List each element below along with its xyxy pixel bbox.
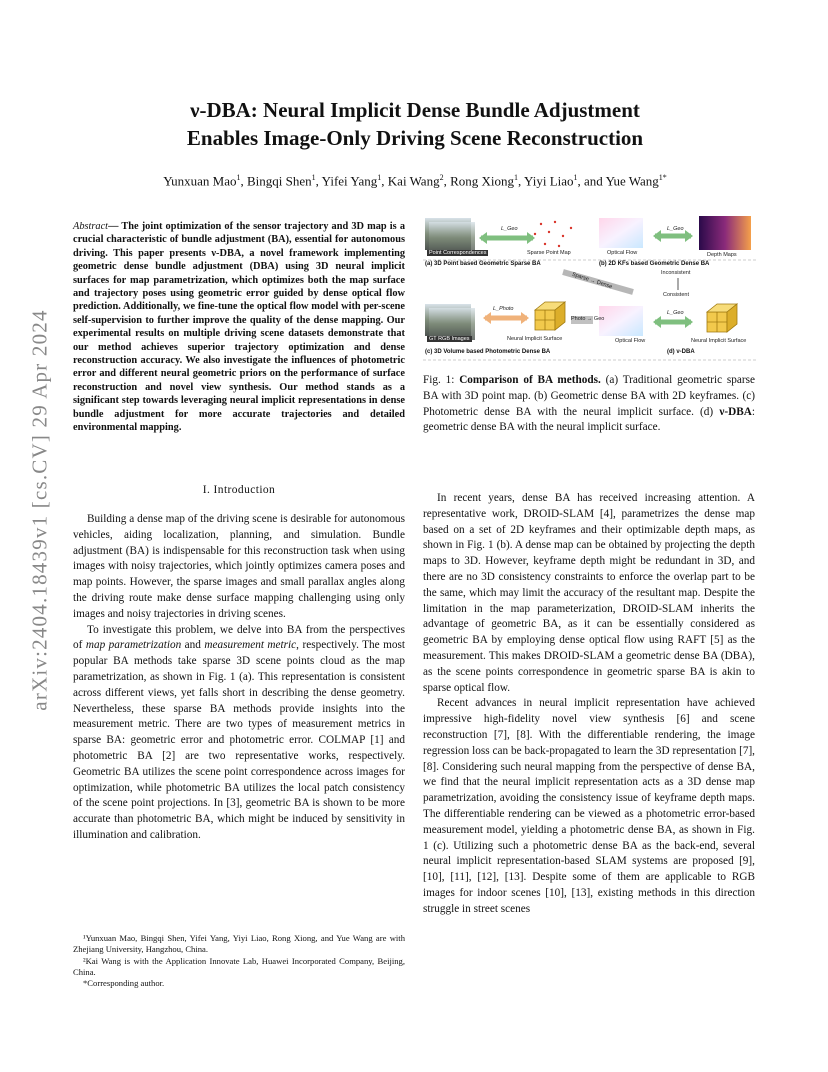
sparse-points: [534, 221, 572, 247]
figure-1: [423, 214, 757, 364]
footnotes: [73, 933, 405, 989]
label-sparse-map: Sparse Point Map: [527, 250, 571, 256]
label-photo-geo: Photo → Geo: [571, 316, 605, 322]
author: Kai Wang: [387, 173, 440, 189]
caption-title: Comparison of BA methods.: [459, 374, 601, 386]
right-column-text: [423, 491, 755, 918]
label-sparse-dense: Sparse → Dense: [571, 271, 613, 291]
arrow-head: [653, 316, 661, 328]
arrow-head: [479, 232, 487, 244]
abstract: [73, 220, 405, 435]
depth-map: [699, 216, 751, 250]
author: Yiyi Liao: [524, 173, 574, 189]
affiliation-mark: 1: [514, 173, 519, 182]
label-loss-photo: L_Photo: [493, 306, 514, 312]
subcaption-a: (a) 3D Point based Geometric Sparse BA: [425, 261, 541, 267]
paper-title: [100, 96, 730, 152]
arrow-head: [653, 230, 661, 242]
emphasis: map parametrization: [85, 639, 182, 652]
author: Bingqi Shen: [246, 173, 312, 189]
author: Yue Wang: [605, 173, 659, 189]
author: Yifei Yang: [321, 173, 378, 189]
section-heading: I. Introduction: [202, 484, 276, 496]
label-optical-flow: Optical Flow: [615, 338, 646, 344]
caption-method: ν-DBA: [719, 405, 752, 418]
author-list: Yunxuan Mao$^1$, Bingqi Shen$^1$, Yifei Yang$^1$, Kai Wang$^2$, Rong Xiong$^1$, Yiyi Liao$^1$, and Yue Wang$^{1*}$: [163, 173, 667, 189]
label-optical-flow: Optical Flow: [607, 250, 638, 256]
label-neural-surface: Neural Implicit Surface: [691, 338, 747, 344]
paragraph: To investigate this problem, we delve into BA from the perspectives of map parametrization and measurement metric, respectively. The most popular BA methods take sparse 3D scene points cloud as the map parametrization, as shown in Fig. 1 (a). This representation is consistent across different views, yet falls short in describing the dense geometry. Nevertheless, these sparse BA methods provide insights into the measurement metric. There are two types of measurement metrics in sparse BA: geometric error and photometric error. COLMAP [1] and photometric BA [2] are two representative works, respectively. Geometric BA utilizes the scene point correspondence across images for optimization, while photometric BA utilizes the local patch consistency of the scene point projections. In [3], geometric BA is shown to be more accurate than photometric BA, which might be induced by sensitivity in illumination and calibration.: [73, 623, 405, 841]
author: Yunxuan Mao: [163, 173, 237, 189]
subcaption-c: (c) 3D Volume based Photometric Dense BA: [425, 349, 551, 355]
arrow-head: [685, 230, 693, 242]
footnote: ²Kai Wang is with the Application Innovate Lab, Huawei Incorporated Company, Beijing, China.: [73, 955, 405, 977]
arxiv-id: arXiv:2404.18439v1 [cs.CV] 29 Apr 2024: [27, 309, 52, 711]
cube-volume: [707, 304, 737, 332]
figure-caption: Fig. 1: Comparison of BA methods. (a) Traditional geometric sparse BA with 3D point map. (b) Geometric dense BA with 2D keyframes. (c) Photometric dense BA with the neural implicit surface. (d) ν-DBA: geometric dense BA with the neural implicit surface.: [423, 374, 755, 434]
label-point-correspondences: Point Correspondences: [429, 250, 487, 256]
emphasis: measurement metric: [204, 639, 297, 652]
affiliation-mark: 1*: [658, 173, 667, 182]
cube-volume: [535, 302, 565, 330]
arrow-head: [521, 312, 529, 324]
title-line-2: Enables Image-Only Driving Scene Reconstruction: [186, 126, 644, 150]
affiliation-mark: 1: [311, 173, 316, 182]
arxiv-sidebar: [20, 270, 60, 750]
arrow-head: [527, 232, 535, 244]
label-loss-geo: L_Geo: [501, 226, 518, 232]
intro-left-column: [73, 512, 405, 844]
label-loss-geo: L_Geo: [667, 310, 684, 316]
label-loss-geo: L_Geo: [667, 226, 684, 232]
optical-flow-image: [599, 306, 643, 336]
optical-flow-image: [599, 218, 643, 248]
author: Rong Xiong: [450, 173, 515, 189]
label-inconsistent: Inconsistent: [661, 270, 691, 276]
label-neural-surface: Neural Implicit Surface: [507, 336, 563, 342]
subcaption-d: (d) ν-DBA: [667, 349, 695, 355]
paragraph: Recent advances in neural implicit representation have achieved impressive high-fidelity novel view synthesis [6] and scene reconstruction [7], [8]. With the differentiable rendering, the image regression loss can be back-propagated to learn the 3D representation [7], [8]. Considering such neural mapping from the perspective of dense BA, we find that the neural implicit representation acts as a 3D dense map parametrization, avoiding the consistency issue of keyframe depth maps. The differentiable rendering can be viewed as a photometric error-based measurement model, yielding a photometric dense BA, as shown in Fig. 1 (c). Utilizing such a photometric dense BA as the back-end, several neural implicit representation-based SLAM systems are proposed [9], [10], [11], [12], [13]. Despite some of them are applicable to RGB images for indoor scenes [10], [13], existing methods in this direction struggle in street scenes: [423, 697, 755, 915]
footnote: ¹Yunxuan Mao, Bingqi Shen, Yifei Yang, Yiyi Liao, Rong Xiong, and Yue Wang are with Zhejiang University, Hangzhou, China.: [73, 933, 405, 955]
abstract-text: — The joint optimization of the sensor trajectory and 3D map is a crucial characteristic of bundle adjustment (BA), essential for autonomous driving. This paper presents ν-DBA, a novel framework implementing geometric dense bundle adjustment (DBA) using 3D neural implicit surfaces for map parametrization, which optimizes both the map surface and trajectory poses using geometric error guided by dense optical flow prediction. Additionally, we fine-tune the optical flow model with per-scene self-supervision to further improve the quality of the dense mapping. Our experimental results on multiple driving scene datasets demonstrate that our method achieves superior trajectory optimization and dense reconstruction accuracy. We also investigate the influences of photometric error and different neural geometric priors on the performance of surface reconstruction and novel view synthesis. Our method stands as a significant step towards leveraging neural implicit representations in dense bundle adjustment for more accurate trajectories and detailed environmental mapping.: [73, 221, 405, 434]
footnote: *Corresponding author.: [83, 978, 165, 989]
affiliation-mark: 1: [573, 173, 578, 182]
label-gt-rgb: GT RGB Images: [429, 336, 470, 342]
label-depth-maps: Depth Maps: [707, 252, 737, 258]
affiliation-mark: 1: [377, 173, 382, 182]
affiliation-mark: 2: [439, 173, 444, 182]
paragraph: Building a dense map of the driving scene is desirable for autonomous vehicles, aiding localization, planning, and simulation. Bundle adjustment (BA) is indispensable for this reconstruction task when using images with noisy trajectories, which jointly optimizes camera poses and map points. However, the sparse images and small parallax angles along the driving route make dense surface mapping challenging using only images and noisy trajectories in driving scenes.: [73, 513, 405, 620]
title-line-1: ν-DBA: Neural Implicit Dense Bundle Adjustment: [190, 98, 640, 122]
label-consistent: Consistent: [663, 292, 689, 298]
abstract-label: Abstract: [73, 221, 109, 232]
paragraph: In recent years, dense BA has received increasing attention. A representative work, DROID-SLAM [4], parametrizes the dense map based on a set of 2D keyframes and their optimizable depth maps, as shown in Fig. 1 (b). A dense map can be obtained by projecting the depth maps to 3D. However, keyframe depth might be redundant in 3D, and there are no 3D consistency constraints to enforce the overlap part to be the same, which may limit the accuracy of the resultant map. Despite the limitation in the map parameterization, DROID-SLAM inherits the advantage of geometric BA, as it can be essentially considered as geometric BA by employing dense optical flow using RAFT [5] as the measurement. This makes DROID-SLAM a geometric dense BA (DBA), as the scene points correspondence in geometric sparse BA is akin to sparse optical flow.: [423, 492, 755, 694]
arrow-head: [685, 316, 693, 328]
subcaption-b: (b) 2D KFs based Geometric Dense BA: [599, 261, 710, 267]
affiliation-mark: 1: [236, 173, 241, 182]
arrow-head: [483, 312, 491, 324]
